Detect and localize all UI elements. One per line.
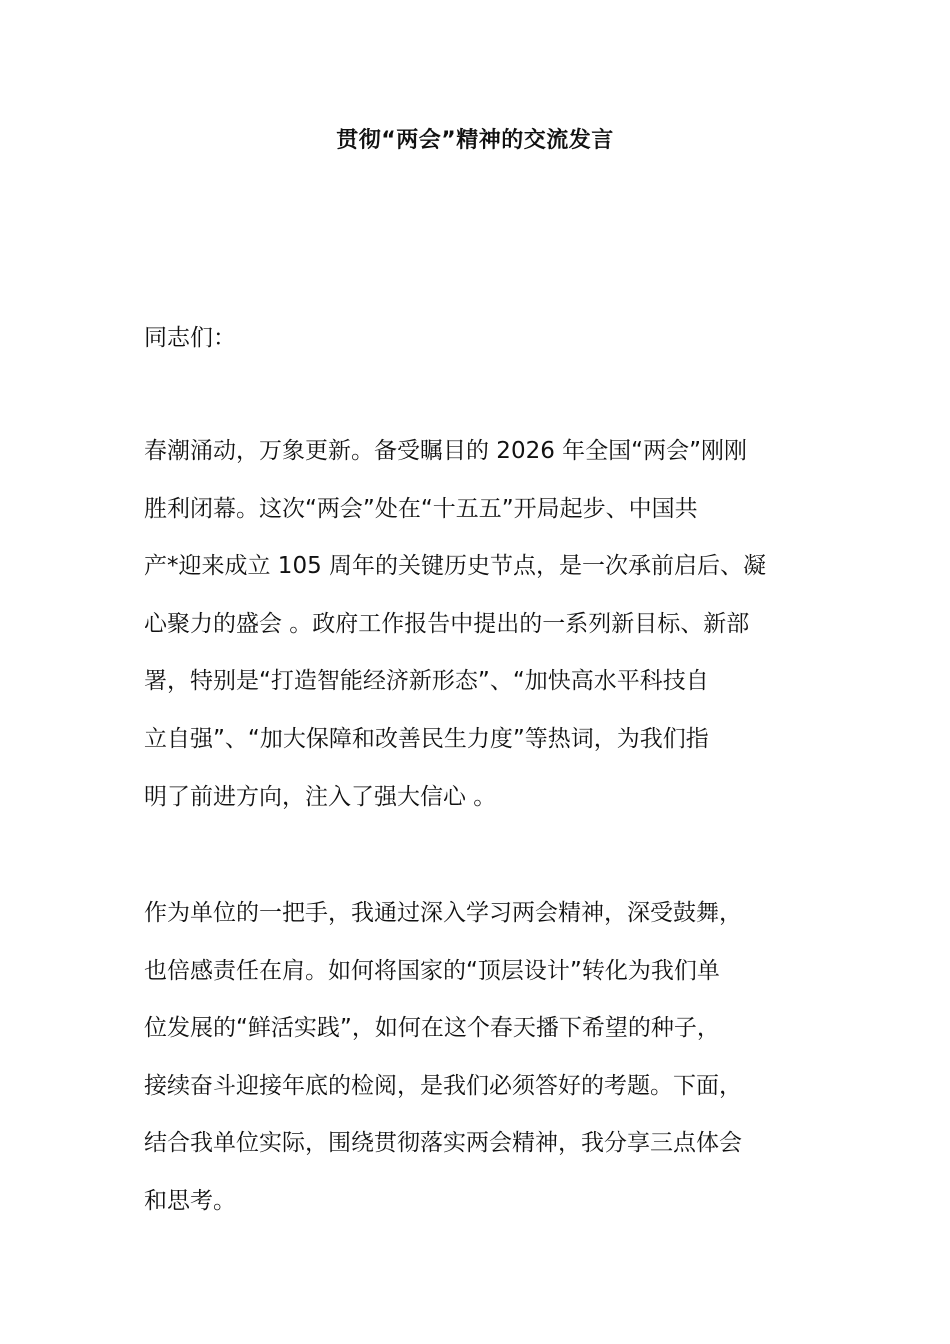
paragraph-line: 结合我单位实际，围绕贯彻落实两会精神，我分享三点体会 [144,1130,742,1157]
paragraph-line: 署，特别是“打造智能经济新形态”、“加快高水平科技自 [144,668,709,695]
paragraph-line: 作为单位的一把手，我通过深入学习两会精神，深受鼓舞， [144,900,742,926]
paragraph-line: 立自强”、“加大保障和改善民生力度”等热词，为我们指 [144,725,709,752]
paragraph-line: 也倍感责任在肩。如何将国家的“顶层设计”转化为我们单 [144,957,720,984]
paragraph-line: 产*迎来成立 105 周年的关键历史节点，是一次承前启后、凝 [144,553,767,580]
paragraph-line: 春潮涌动，万象更新。备受瞩目的 2026 年全国“两会”刚刚 [144,438,747,464]
paragraph-2 [144,885,808,1231]
salutation: 同志们： [144,325,236,351]
paragraph-line: 心聚力的盛会 。政府工作报告中提出的一系列新目标、新部 [144,610,750,637]
paragraph-line: 和思考。 [144,1187,236,1214]
paragraph-1 [144,423,808,826]
paragraph-line: 胜利闭幕。这次“两会”处在“十五五”开局起步、中国共 [144,495,698,522]
document-title: 贯彻“两会”精神的交流发言 [336,128,614,153]
paragraph-line: 明了前进方向，注入了强大信心 。 [144,783,497,810]
paragraph-line: 接续奋斗迎接年底的检阅，是我们必须答好的考题。下面， [144,1072,742,1099]
paragraph-line: 位发展的“鲜活实践”，如何在这个春天播下希望的种子， [144,1015,720,1042]
